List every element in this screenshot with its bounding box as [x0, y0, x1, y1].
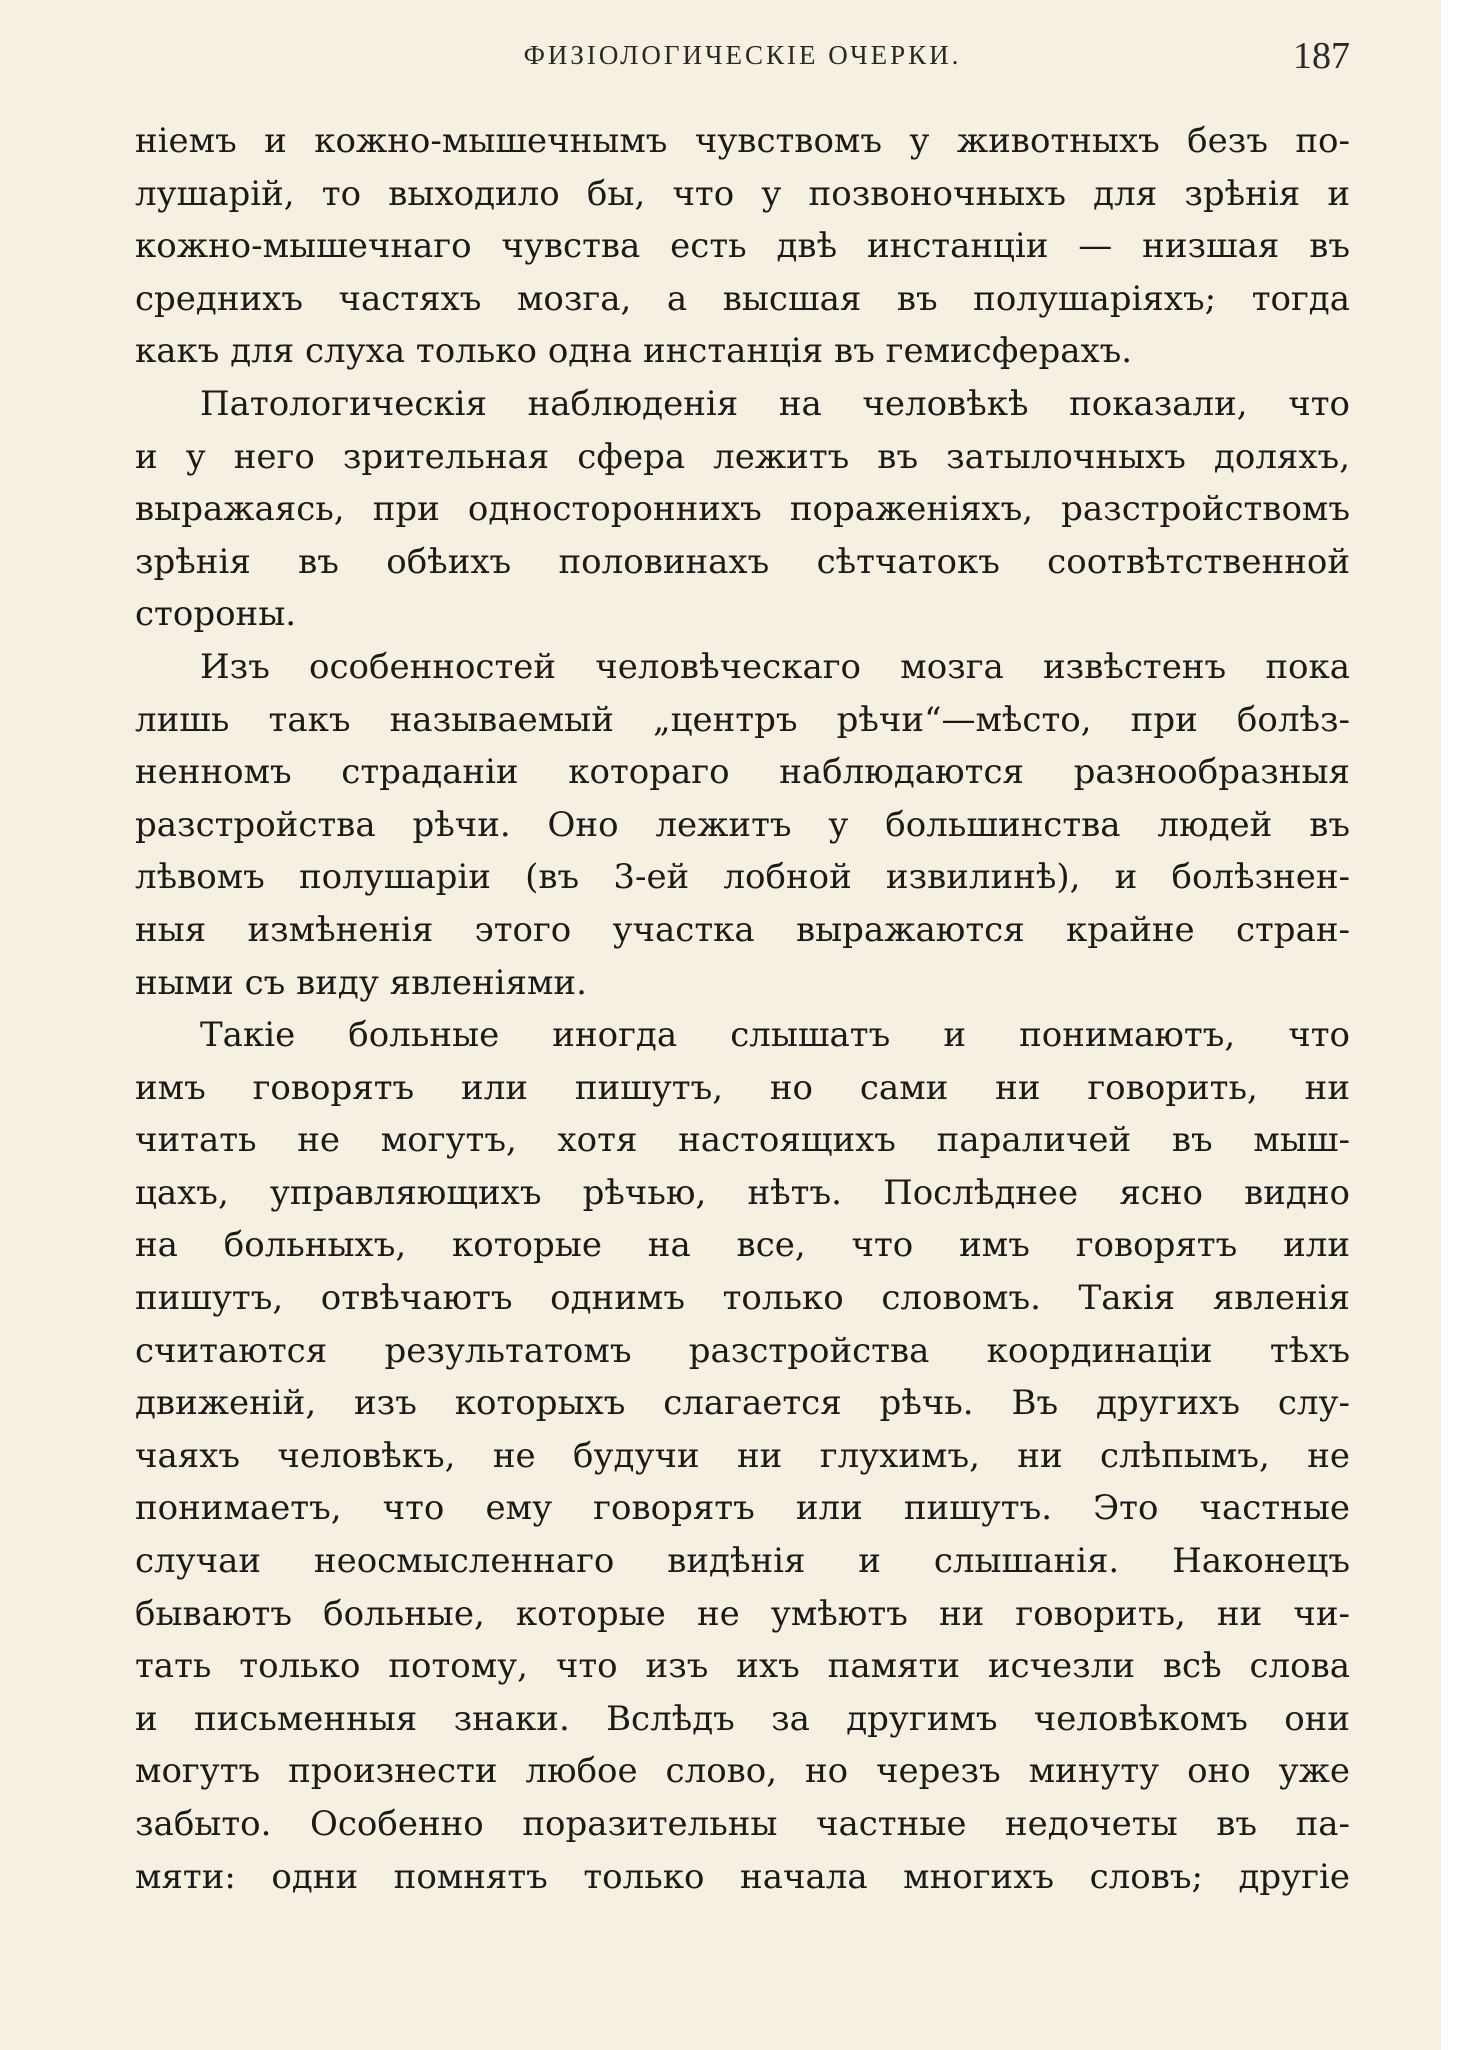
text-line: случаи неосмысленнаго видѣнія и слышанія. Наконецъ	[135, 1541, 1350, 1582]
text-line: какъ для слуха только одна инстанція въ гемисферахъ.	[135, 331, 1133, 372]
text-line: выражаясь, при одностороннихъ пораженіяхъ, разстройствомъ	[135, 489, 1350, 530]
text-line: лишь такъ называемый „центръ рѣчи“—мѣсто, при болѣз-	[135, 699, 1350, 740]
text-line: разстройства рѣчи. Оно лежитъ у большинства людей въ	[135, 804, 1350, 845]
text-line: мяти: одни помнятъ только начала многихъ словъ; другіе	[135, 1856, 1350, 1897]
text-line: и у него зрительная сфера лежитъ въ затылочныхъ доляхъ,	[135, 436, 1350, 477]
text-line: лѣвомъ полушаріи (въ 3-ей лобной извилинѣ), и болѣзнен-	[135, 857, 1350, 898]
text-line: Изъ особенностей человѣческаго мозга извѣстенъ пока	[200, 646, 1350, 687]
text-line: тать только потому, что изъ ихъ памяти исчезли всѣ слова	[135, 1646, 1350, 1687]
text-line: Такіе больные иногда слышатъ и понимаютъ, что	[200, 1015, 1350, 1056]
text-line: ными съ виду явленіями.	[135, 962, 587, 1003]
page-header	[135, 34, 1350, 84]
text-line: чаяхъ человѣкъ, не будучи ни глухимъ, ни слѣпымъ, не	[135, 1435, 1350, 1476]
text-line: ненномъ страданіи котораго наблюдаются разнообразныя	[135, 752, 1350, 793]
page-number: 187	[1293, 35, 1350, 77]
text-line: считаются результатомъ разстройства координаціи тѣхъ	[135, 1330, 1350, 1371]
text-line: Патологическія наблюденія на человѣкѣ показали, что	[200, 383, 1350, 424]
body-text	[135, 115, 1350, 1903]
text-line: пишутъ, отвѣчаютъ однимъ только словомъ. Такія явленія	[135, 1278, 1350, 1319]
text-line: движеній, изъ которыхъ слагается рѣчь. Въ другихъ слу-	[135, 1383, 1350, 1424]
text-line: зрѣнія въ обѣихъ половинахъ сѣтчатокъ соотвѣтственной	[135, 541, 1350, 582]
text-line: кожно-мышечнаго чувства есть двѣ инстанціи — низшая въ	[135, 226, 1350, 267]
text-line: могутъ произнести любое слово, но черезъ минуту оно уже	[135, 1751, 1350, 1792]
running-head: ФИЗІОЛОГИЧЕСКІЕ ОЧЕРКИ.	[523, 40, 962, 70]
text-line: забыто. Особенно поразительны частные недочеты въ па-	[135, 1804, 1350, 1844]
text-line: на больныхъ, которые на все, что имъ говорятъ или	[135, 1225, 1350, 1266]
text-line: лушарій, то выходило бы, что у позвоночныхъ для зрѣнія и	[135, 173, 1350, 214]
text-line: ніемъ и кожно-мышечнымъ чувствомъ у животныхъ безъ по-	[135, 121, 1350, 161]
text-line: стороны.	[135, 594, 297, 635]
text-line: цахъ, управляющихъ рѣчью, нѣтъ. Послѣднее ясно видно	[135, 1172, 1350, 1213]
text-line: имъ говорятъ или пишутъ, но сами ни говорить, ни	[135, 1067, 1350, 1108]
text-line: и письменныя знаки. Вслѣдъ за другимъ человѣкомъ они	[135, 1698, 1350, 1739]
text-line: читать не могутъ, хотя настоящихъ параличей въ мыш-	[135, 1120, 1350, 1161]
text-line: ныя измѣненія этого участка выражаются крайне стран-	[135, 909, 1350, 950]
text-line: бываютъ больные, которые не умѣютъ ни говорить, ни чи-	[135, 1593, 1350, 1634]
text-line: среднихъ частяхъ мозга, а высшая въ полушаріяхъ; тогда	[135, 278, 1350, 319]
text-line: понимаетъ, что ему говорятъ или пишутъ. Это частные	[135, 1488, 1350, 1529]
